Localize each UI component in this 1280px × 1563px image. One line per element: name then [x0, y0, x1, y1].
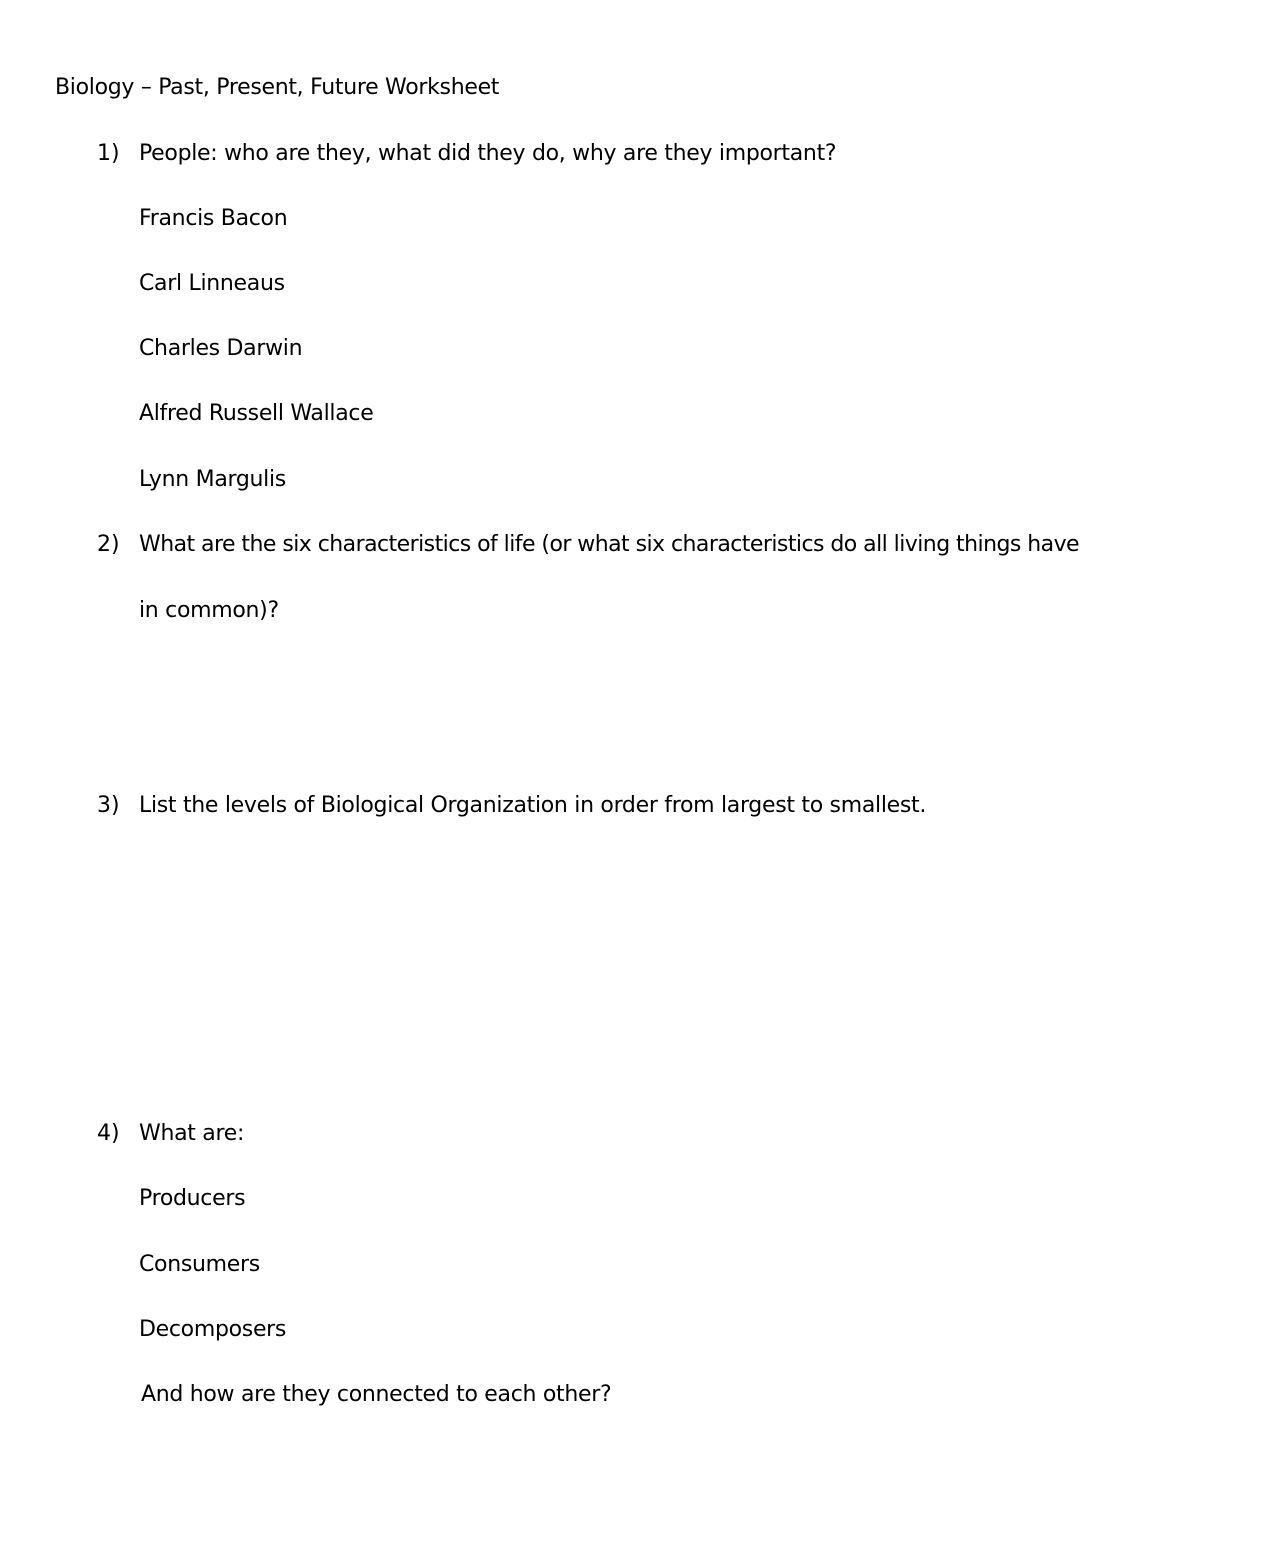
term-producers: Producers: [139, 1186, 246, 1211]
question-3-prompt: List the levels of Biological Organization in order from largest to smallest.: [139, 793, 927, 818]
question-2-prompt-line2: in common)?: [139, 598, 279, 623]
person-charles-darwin: Charles Darwin: [139, 336, 303, 361]
term-consumers: Consumers: [139, 1252, 260, 1277]
question-1-prompt: People: who are they, what did they do, why are they important?: [139, 141, 837, 166]
question-2-prompt-line1: What are the six characteristics of life (or what six characteristics do all living things have: [139, 532, 1080, 557]
worksheet-title: Biology – Past, Present, Future Worksheet: [55, 75, 500, 100]
question-3-number: 3): [97, 793, 120, 818]
question-4-followup: And how are they connected to each other?: [141, 1382, 612, 1407]
person-francis-bacon: Francis Bacon: [139, 206, 288, 231]
person-carl-linneaus: Carl Linneaus: [139, 271, 285, 296]
person-alfred-russell-wallace: Alfred Russell Wallace: [139, 401, 374, 426]
question-2-number: 2): [97, 532, 120, 557]
term-decomposers: Decomposers: [139, 1317, 287, 1342]
question-1-number: 1): [97, 141, 120, 166]
person-lynn-margulis: Lynn Margulis: [139, 467, 286, 492]
question-4-number: 4): [97, 1121, 120, 1146]
question-4-prompt: What are:: [139, 1121, 245, 1146]
